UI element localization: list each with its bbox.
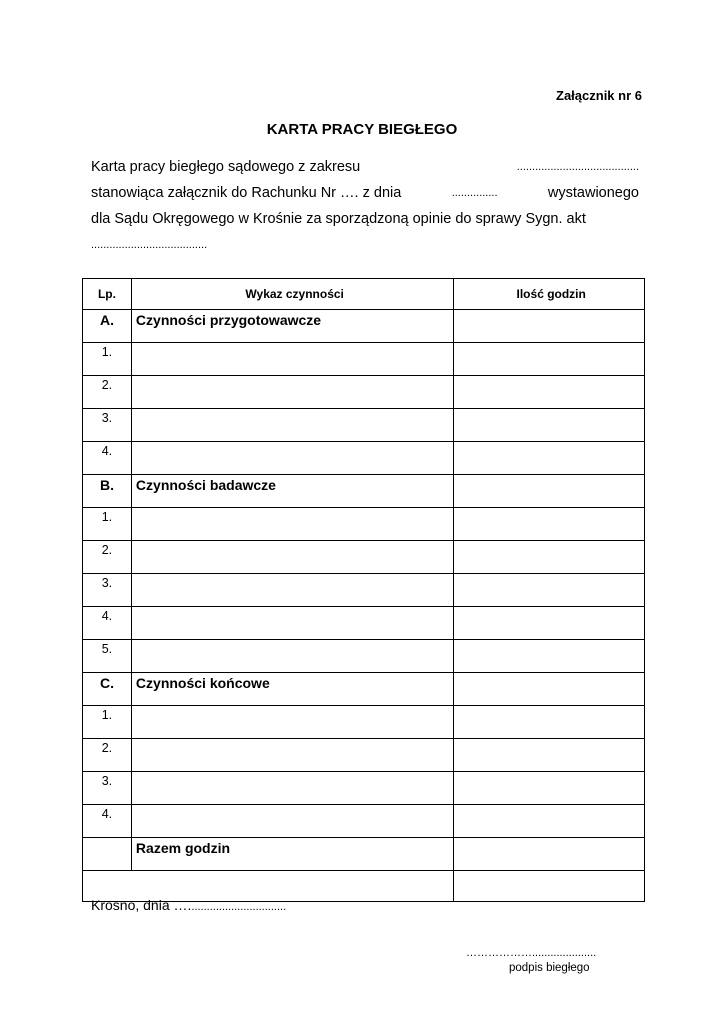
activity-cell[interactable] <box>131 607 453 640</box>
work-table <box>82 278 645 902</box>
table-row <box>83 706 645 739</box>
activity-cell[interactable] <box>131 640 453 673</box>
section-row <box>83 475 645 508</box>
table-row <box>83 574 645 607</box>
row-number: 4. <box>83 805 132 838</box>
activity-cell[interactable] <box>131 343 453 376</box>
section-letter: B. <box>83 475 132 508</box>
activity-cell[interactable] <box>131 772 453 805</box>
row-number: 3. <box>83 409 132 442</box>
section-letter: C. <box>83 673 132 706</box>
section-row <box>83 673 645 706</box>
section-row <box>83 310 645 343</box>
table-row <box>83 409 645 442</box>
hours-cell[interactable] <box>454 640 645 673</box>
header-lp: Lp. <box>83 279 132 310</box>
activity-cell[interactable] <box>131 508 453 541</box>
hours-cell[interactable] <box>454 310 645 343</box>
activity-cell[interactable] <box>131 541 453 574</box>
row-number: 4. <box>83 442 132 475</box>
intro-text: wystawionego <box>547 185 639 201</box>
table-header-row <box>83 279 645 310</box>
hours-cell[interactable] <box>454 772 645 805</box>
table-row <box>83 508 645 541</box>
section-letter: A. <box>83 310 132 343</box>
hours-cell[interactable] <box>454 805 645 838</box>
place-date-label: Krosno, dnia …. <box>91 897 192 913</box>
table-row <box>83 541 645 574</box>
date-blank-field[interactable]: ............................... <box>191 901 287 913</box>
signature-label: podpis biegłego <box>509 962 590 974</box>
header-hours: Ilość godzin <box>454 279 645 310</box>
date-blank-field[interactable]: ............... <box>451 187 498 199</box>
row-number: 2. <box>83 376 132 409</box>
scope-blank-field[interactable]: ........................................ <box>516 161 639 173</box>
row-number: 1. <box>83 343 132 376</box>
place-date-line <box>91 897 286 913</box>
total-lp-cell <box>83 838 132 871</box>
row-number: 5. <box>83 640 132 673</box>
hours-cell[interactable] <box>454 541 645 574</box>
activity-cell[interactable] <box>131 376 453 409</box>
activity-cell[interactable] <box>131 706 453 739</box>
row-number: 1. <box>83 508 132 541</box>
attachment-number: Załącznik nr 6 <box>556 88 642 103</box>
activity-cell[interactable] <box>131 442 453 475</box>
hours-cell[interactable] <box>454 442 645 475</box>
total-row <box>83 838 645 871</box>
section-title: Czynności przygotowawcze <box>131 310 453 343</box>
section-title: Czynności końcowe <box>131 673 453 706</box>
hours-cell[interactable] <box>454 508 645 541</box>
intro-line-1 <box>91 154 639 180</box>
table-row <box>83 376 645 409</box>
row-number: 2. <box>83 541 132 574</box>
document-title: KARTA PRACY BIEGŁEGO <box>266 121 458 138</box>
activity-cell[interactable] <box>131 409 453 442</box>
hours-cell[interactable] <box>454 574 645 607</box>
intro-text: stanowiąca załącznik do Rachunku Nr …. z dnia <box>91 185 402 201</box>
total-label: Razem godzin <box>131 838 453 871</box>
table-row <box>83 739 645 772</box>
header-activities: Wykaz czynności <box>131 279 453 310</box>
hours-cell[interactable] <box>454 739 645 772</box>
row-number: 1. <box>83 706 132 739</box>
table-row <box>83 640 645 673</box>
intro-text: Karta pracy biegłego sądowego z zakresu <box>91 159 361 175</box>
case-number-blank-field[interactable]: ...................................... <box>91 239 208 251</box>
table-row <box>83 772 645 805</box>
table-row <box>83 442 645 475</box>
row-number: 4. <box>83 607 132 640</box>
blank-hours-cell[interactable] <box>454 871 645 902</box>
activity-cell[interactable] <box>131 574 453 607</box>
row-number: 3. <box>83 772 132 805</box>
hours-cell[interactable] <box>454 706 645 739</box>
hours-cell[interactable] <box>454 409 645 442</box>
hours-cell[interactable] <box>454 475 645 508</box>
table-row <box>83 607 645 640</box>
table-row <box>83 805 645 838</box>
intro-paragraph <box>91 154 639 258</box>
intro-text: dla Sądu Okręgowego w Krośnie za sporządzoną opinie do sprawy Sygn. akt <box>91 211 586 227</box>
hours-cell[interactable] <box>454 376 645 409</box>
activity-cell[interactable] <box>131 805 453 838</box>
table-row <box>83 343 645 376</box>
hours-cell[interactable] <box>454 673 645 706</box>
signature-blank-field[interactable]: ………………..................... <box>466 947 597 959</box>
total-hours-cell[interactable] <box>454 838 645 871</box>
row-number: 3. <box>83 574 132 607</box>
activity-cell[interactable] <box>131 739 453 772</box>
intro-line-4 <box>91 232 639 258</box>
intro-line-3 <box>91 206 639 232</box>
section-title: Czynności badawcze <box>131 475 453 508</box>
hours-cell[interactable] <box>454 343 645 376</box>
row-number: 2. <box>83 739 132 772</box>
hours-cell[interactable] <box>454 607 645 640</box>
intro-line-2 <box>91 180 639 206</box>
